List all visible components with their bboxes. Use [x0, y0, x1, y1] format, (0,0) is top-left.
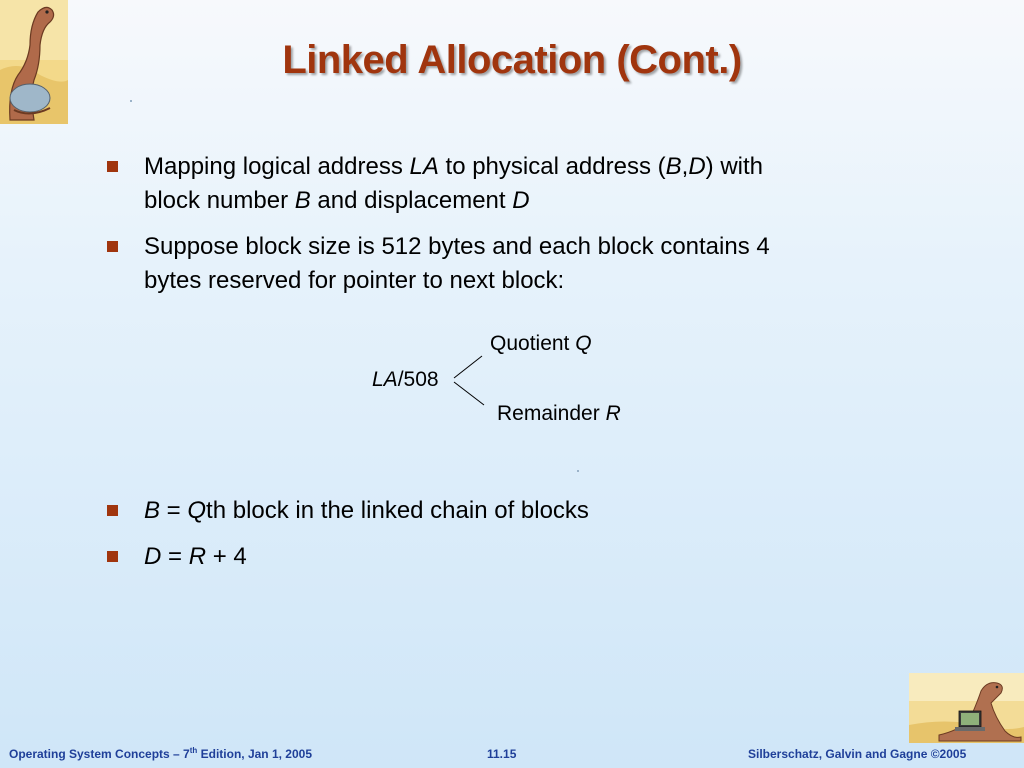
bullet-text: [144, 540, 904, 574]
text-fragment: th block in the linked chain of blocks: [206, 497, 589, 524]
quotient-label: [490, 332, 592, 356]
text-fragment: th: [189, 746, 198, 755]
bullet-text: [144, 150, 904, 218]
text-fragment: /508: [397, 368, 439, 391]
remainder-label: [497, 402, 621, 426]
bullet-square-icon: [107, 505, 118, 516]
footer-page-number: 11.15: [487, 747, 517, 761]
decorative-dot: [130, 100, 132, 102]
text-fragment: + 4: [206, 543, 247, 570]
var-b: B: [144, 497, 161, 524]
bullet-square-icon: [107, 241, 118, 252]
slide-title: Linked Allocation (Cont.): [282, 38, 742, 82]
var-d: D: [144, 543, 162, 570]
text-fragment: Mapping logical address: [144, 153, 410, 180]
text-fragment: Suppose block size is 512 bytes and each block contains 4: [144, 233, 770, 260]
la-divide-label: [372, 368, 439, 392]
var-b: B: [294, 187, 311, 214]
text-fragment: ,: [681, 153, 689, 180]
text-fragment: and displacement: [310, 187, 513, 214]
text-fragment: Quotient: [490, 332, 576, 355]
text-fragment: to physical address (: [438, 153, 666, 180]
text-fragment: =: [160, 497, 188, 524]
bullet-text: [144, 230, 904, 298]
text-fragment: Remainder: [497, 402, 606, 425]
var-r: R: [188, 543, 207, 570]
footer-authors: Silberschatz, Galvin and Gagne ©2005: [748, 747, 967, 761]
branch-lines: [440, 340, 500, 420]
text-fragment: bytes reserved for pointer to next block:: [144, 267, 565, 294]
var-d: D: [512, 187, 530, 214]
var-la: LA: [372, 368, 398, 391]
bullet-text: [144, 494, 904, 528]
text-fragment: Operating System Concepts – 7: [9, 747, 190, 761]
var-q: Q: [187, 497, 207, 524]
footer-course: [9, 747, 312, 761]
var-la: LA: [409, 153, 439, 180]
text-fragment: ) with: [705, 153, 764, 180]
text-fragment: Edition, Jan 1, 2005: [197, 747, 313, 761]
var-b: B: [665, 153, 682, 180]
text-fragment: block number: [144, 187, 295, 214]
bullet-square-icon: [107, 161, 118, 172]
decorative-dot: [577, 470, 579, 472]
bullet-square-icon: [107, 551, 118, 562]
var-r: R: [605, 402, 621, 425]
text-fragment: =: [161, 543, 189, 570]
dinosaur-laptop-logo-icon: [909, 673, 1024, 743]
var-d: D: [688, 153, 706, 180]
var-q: Q: [575, 332, 592, 355]
